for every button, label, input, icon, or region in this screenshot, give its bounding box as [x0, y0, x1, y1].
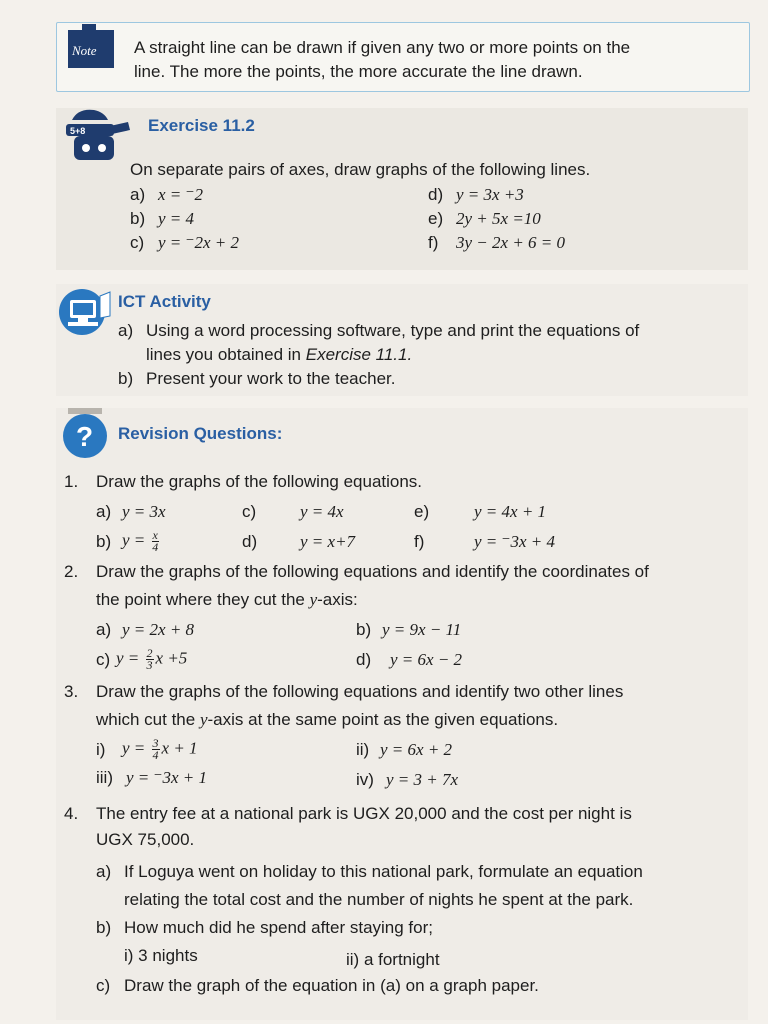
exercise-item-b-eq: y = 4	[158, 209, 195, 228]
ict-item-b-text: Present your work to the teacher.	[146, 369, 396, 388]
q3-line2-post: -axis at the same point as the given equations.	[207, 710, 559, 729]
exercise-item-a-label: a)	[130, 185, 146, 204]
q3-iii-eq: y = ⁻3x + 1	[126, 768, 208, 787]
q1-b-fraction	[152, 530, 159, 553]
svg-text:?: ?	[76, 421, 94, 452]
question-mark-icon	[58, 406, 112, 462]
q4-c-label: c)	[96, 976, 111, 995]
ict-title: ICT Activity	[118, 292, 211, 311]
q1-c-label: c)	[242, 502, 257, 521]
q3-ii-label: ii)	[356, 740, 370, 759]
ict-item-a-label: a)	[118, 321, 134, 340]
exercise-item-b-label: b)	[130, 209, 146, 228]
exercise-item-e-eq: 2y + 5x =10	[456, 209, 541, 228]
exercise-title: Exercise 11.2	[148, 116, 255, 135]
q1-a-eq: y = 3x	[122, 502, 166, 521]
q3-i-eq-lhs: y =	[122, 738, 150, 758]
exercise-item-c-eq: y = ⁻2x + 2	[158, 233, 240, 252]
ict-item-a-line2-reference: Exercise 11.1.	[305, 345, 413, 364]
q3-i-fraction-num: 3	[152, 736, 159, 750]
note-line-1: A straight line can be drawn if given any two or more points on the	[134, 38, 631, 57]
q3-i-fraction	[152, 738, 160, 761]
q4-b-i: i) 3 nights	[124, 946, 198, 965]
q1-e-eq: y = 4x + 1	[474, 502, 547, 521]
q1-f-label: f)	[414, 532, 425, 551]
note-line-2: line. The more the points, the more accurate the line drawn.	[134, 62, 583, 81]
q4-a-line2: relating the total cost and the number of nights he spent at the park.	[124, 890, 634, 909]
exercise-item-f-label: f)	[428, 233, 439, 252]
q4-c-text: Draw the graph of the equation in (a) on a graph paper.	[124, 976, 539, 995]
q2-line2-var: y	[309, 590, 318, 609]
q1-b-label: b)	[96, 532, 112, 551]
q3-ii-eq: y = 6x + 2	[380, 740, 453, 759]
q2-b-label: b)	[356, 620, 372, 639]
exercise-item-a-eq: x = ⁻2	[158, 185, 203, 204]
q2-c-fraction	[146, 648, 154, 671]
q4-b-ii: ii) a fortnight	[346, 950, 440, 969]
q4-b-text: How much did he spend after staying for;	[124, 918, 433, 937]
q3-line2	[96, 710, 558, 730]
q1-d-eq: y = x+7	[300, 532, 356, 551]
q2-number: 2.	[64, 562, 79, 581]
q3-iv-eq: y = 3 + 7x	[386, 770, 459, 789]
q2-c-eq-rhs: x +5	[155, 648, 188, 668]
q3-iii-label: iii)	[96, 768, 113, 787]
q4-number: 4.	[64, 804, 79, 823]
exercise-item-e-label: e)	[428, 209, 444, 228]
q3-iv-label: iv)	[356, 770, 374, 789]
q3-number: 3.	[64, 682, 79, 701]
q1-number: 1.	[64, 472, 79, 491]
q4-line1: The entry fee at a national park is UGX 20,000 and the cost per night is	[96, 804, 632, 823]
q2-line2-pre: the point where they cut the	[96, 590, 310, 609]
note-icon	[62, 22, 118, 72]
q1-e-label: e)	[414, 502, 430, 521]
q3-line1: Draw the graphs of the following equations and identify two other lines	[96, 682, 624, 701]
ict-item-a-line2-text: lines you obtained in	[146, 345, 306, 364]
q2-line2-post: -axis:	[317, 590, 358, 609]
exercise-item-d-eq: y = 3x +3	[456, 185, 524, 204]
q2-a-label: a)	[96, 620, 112, 639]
q3-i-eq-rhs: x + 1	[161, 738, 198, 758]
exercise-robot-icon	[64, 106, 134, 166]
exercise-instruction: On separate pairs of axes, draw graphs of the following lines.	[130, 160, 591, 179]
q1-d-label: d)	[242, 532, 258, 551]
q3-i-fraction-den: 4	[152, 748, 159, 762]
q4-a-line1: If Loguya went on holiday to this national park, formulate an equation	[124, 862, 643, 881]
q4-line2: UGX 75,000.	[96, 830, 195, 849]
q2-d-label: d)	[356, 650, 372, 669]
q1-b-fraction-num: x	[152, 528, 158, 542]
q4-b-label: b)	[96, 918, 112, 937]
q4-a-label: a)	[96, 862, 112, 881]
q2-line1: Draw the graphs of the following equations and identify the coordinates of	[96, 562, 649, 581]
exercise-item-f-eq: 3y − 2x + 6 = 0	[456, 233, 566, 252]
q2-c-eq	[116, 648, 187, 671]
q1-f-eq: y = ⁻3x + 4	[474, 532, 556, 551]
ict-item-a-line2	[146, 345, 412, 365]
svg-text:5+8: 5+8	[70, 126, 86, 136]
ict-computer-icon	[56, 288, 112, 340]
q1-b-eq	[122, 530, 161, 553]
ict-item-b-label: b)	[118, 369, 134, 388]
exercise-item-d-label: d)	[428, 185, 444, 204]
revision-title: Revision Questions:	[118, 424, 283, 443]
q1-text: Draw the graphs of the following equations.	[96, 472, 423, 491]
q2-d-eq: y = 6x − 2	[390, 650, 463, 669]
q3-i-eq	[122, 738, 198, 761]
ict-item-a-line1: Using a word processing software, type and print the equations of	[146, 321, 640, 340]
q2-c-eq-lhs: y =	[116, 648, 144, 668]
note-icon-label: Note	[72, 43, 97, 58]
q2-c-label: c)	[96, 650, 111, 669]
q2-line2	[96, 590, 358, 610]
q2-a-eq: y = 2x + 8	[122, 620, 195, 639]
q3-i-label: i)	[96, 740, 106, 759]
q2-c-fraction-num: 2	[146, 646, 153, 660]
q2-b-eq: y = 9x − 11	[382, 620, 462, 639]
q2-c-fraction-den: 3	[146, 658, 153, 672]
exercise-item-c-label: c)	[130, 233, 145, 252]
q1-b-fraction-den: 4	[152, 540, 159, 554]
q1-b-eq-lhs: y =	[122, 530, 150, 550]
q3-line2-var: y	[199, 710, 208, 729]
q1-a-label: a)	[96, 502, 112, 521]
q3-line2-pre: which cut the	[96, 710, 200, 729]
q1-c-eq: y = 4x	[300, 502, 344, 521]
